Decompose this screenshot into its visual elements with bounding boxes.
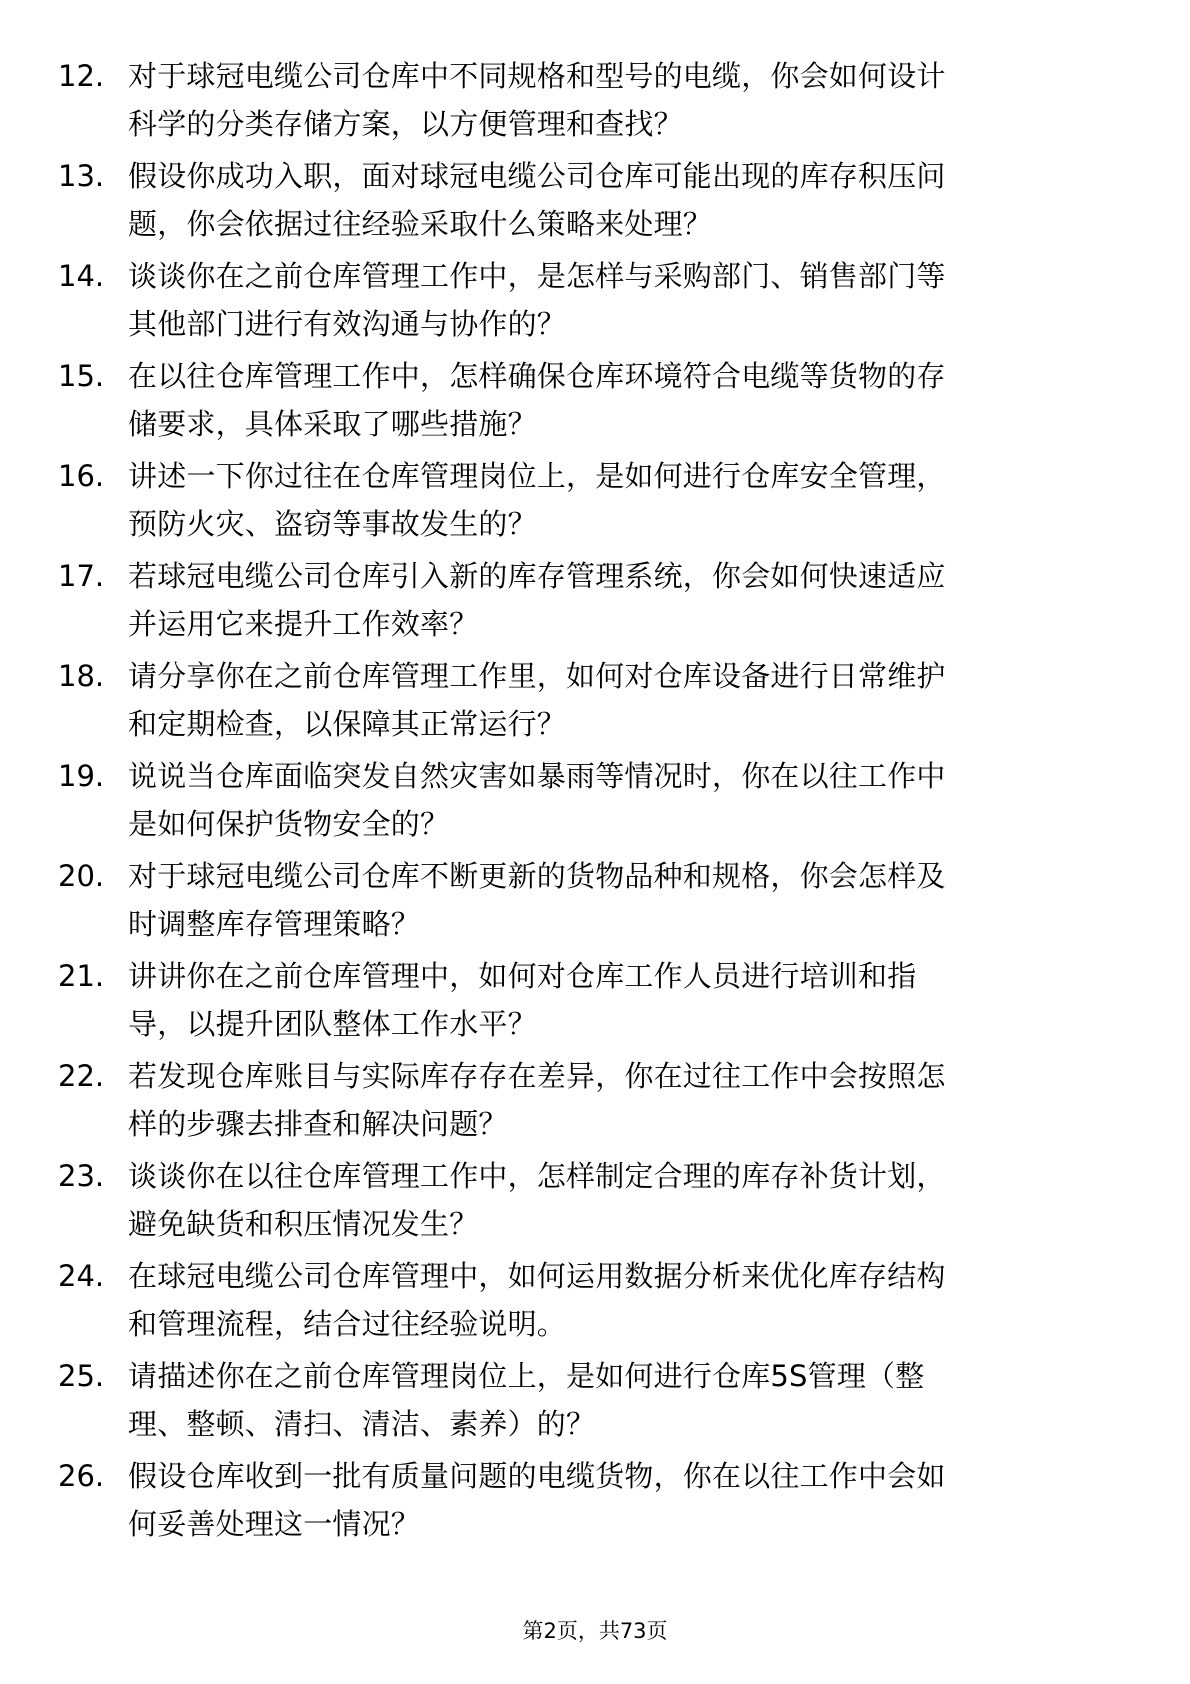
question-list [0,52,1190,1552]
question-number: 21. [58,959,105,993]
question-item [0,652,1190,752]
question-text: 请描述你在之前仓库管理岗位上，是如何进行仓库5S管理（整 理、整顿、清扫、清洁、素养）的？ [128,1359,925,1441]
question-text: 若球冠电缆公司仓库引入新的库存管理系统，你会如何快速适应 并运用它来提升工作效率？ [128,559,946,641]
question-text: 讲讲你在之前仓库管理中，如何对仓库工作人员进行培训和指 导，以提升团队整体工作水平？ [128,959,917,1041]
question-number: 22. [58,1059,105,1093]
question-text: 谈谈你在之前仓库管理工作中，是怎样与采购部门、销售部门等 其他部门进行有效沟通与协作的？ [128,259,946,341]
question-text: 讲述一下你过往在仓库管理岗位上，是如何进行仓库安全管理， 预防火灾、盗窃等事故发生的？ [128,459,946,541]
question-number: 16. [58,459,105,493]
question-number: 23. [58,1159,105,1193]
question-number: 12. [58,59,105,93]
question-number: 15. [58,359,105,393]
page-footer: 第2页，共73页 [522,1619,668,1643]
question-item [0,1052,1190,1152]
question-number: 18. [58,659,105,693]
question-number: 24. [58,1259,105,1293]
question-item [0,252,1190,352]
question-item [0,452,1190,552]
question-text: 在球冠电缆公司仓库管理中，如何运用数据分析来优化库存结构 和管理流程，结合过往经验说明。 [128,1259,946,1341]
question-number: 20. [58,859,105,893]
question-text: 谈谈你在以往仓库管理工作中，怎样制定合理的库存补货计划， 避免缺货和积压情况发生？ [128,1159,946,1241]
question-item [0,952,1190,1052]
question-number: 19. [58,759,105,793]
question-number: 14. [58,259,105,293]
question-text: 说说当仓库面临突发自然灾害如暴雨等情况时，你在以往工作中 是如何保护货物安全的？ [128,759,946,841]
question-item [0,152,1190,252]
question-item [0,52,1190,152]
question-text: 假设仓库收到一批有质量问题的电缆货物，你在以往工作中会如 何妥善处理这一情况？ [128,1459,946,1541]
question-item [0,552,1190,652]
question-number: 25. [58,1359,105,1393]
question-item [0,752,1190,852]
question-number: 17. [58,559,105,593]
question-text: 假设你成功入职，面对球冠电缆公司仓库可能出现的库存积压问 题，你会依据过往经验采取什么策略来处理？ [128,159,946,241]
question-number: 13. [58,159,105,193]
question-text: 对于球冠电缆公司仓库中不同规格和型号的电缆，你会如何设计 科学的分类存储方案，以方便管理和查找？ [128,59,946,141]
question-text: 在以往仓库管理工作中，怎样确保仓库环境符合电缆等货物的存 储要求，具体采取了哪些措施？ [128,359,946,441]
question-item [0,852,1190,952]
question-item [0,1152,1190,1252]
question-text: 对于球冠电缆公司仓库不断更新的货物品种和规格，你会怎样及 时调整库存管理策略？ [128,859,946,941]
question-item [0,352,1190,452]
question-item [0,1452,1190,1552]
question-item [0,1252,1190,1352]
question-number: 26. [58,1459,105,1493]
question-item [0,1352,1190,1452]
question-text: 请分享你在之前仓库管理工作里，如何对仓库设备进行日常维护 和定期检查，以保障其正常运行？ [128,659,946,741]
question-text: 若发现仓库账目与实际库存存在差异，你在过往工作中会按照怎 样的步骤去排查和解决问题？ [128,1059,946,1141]
